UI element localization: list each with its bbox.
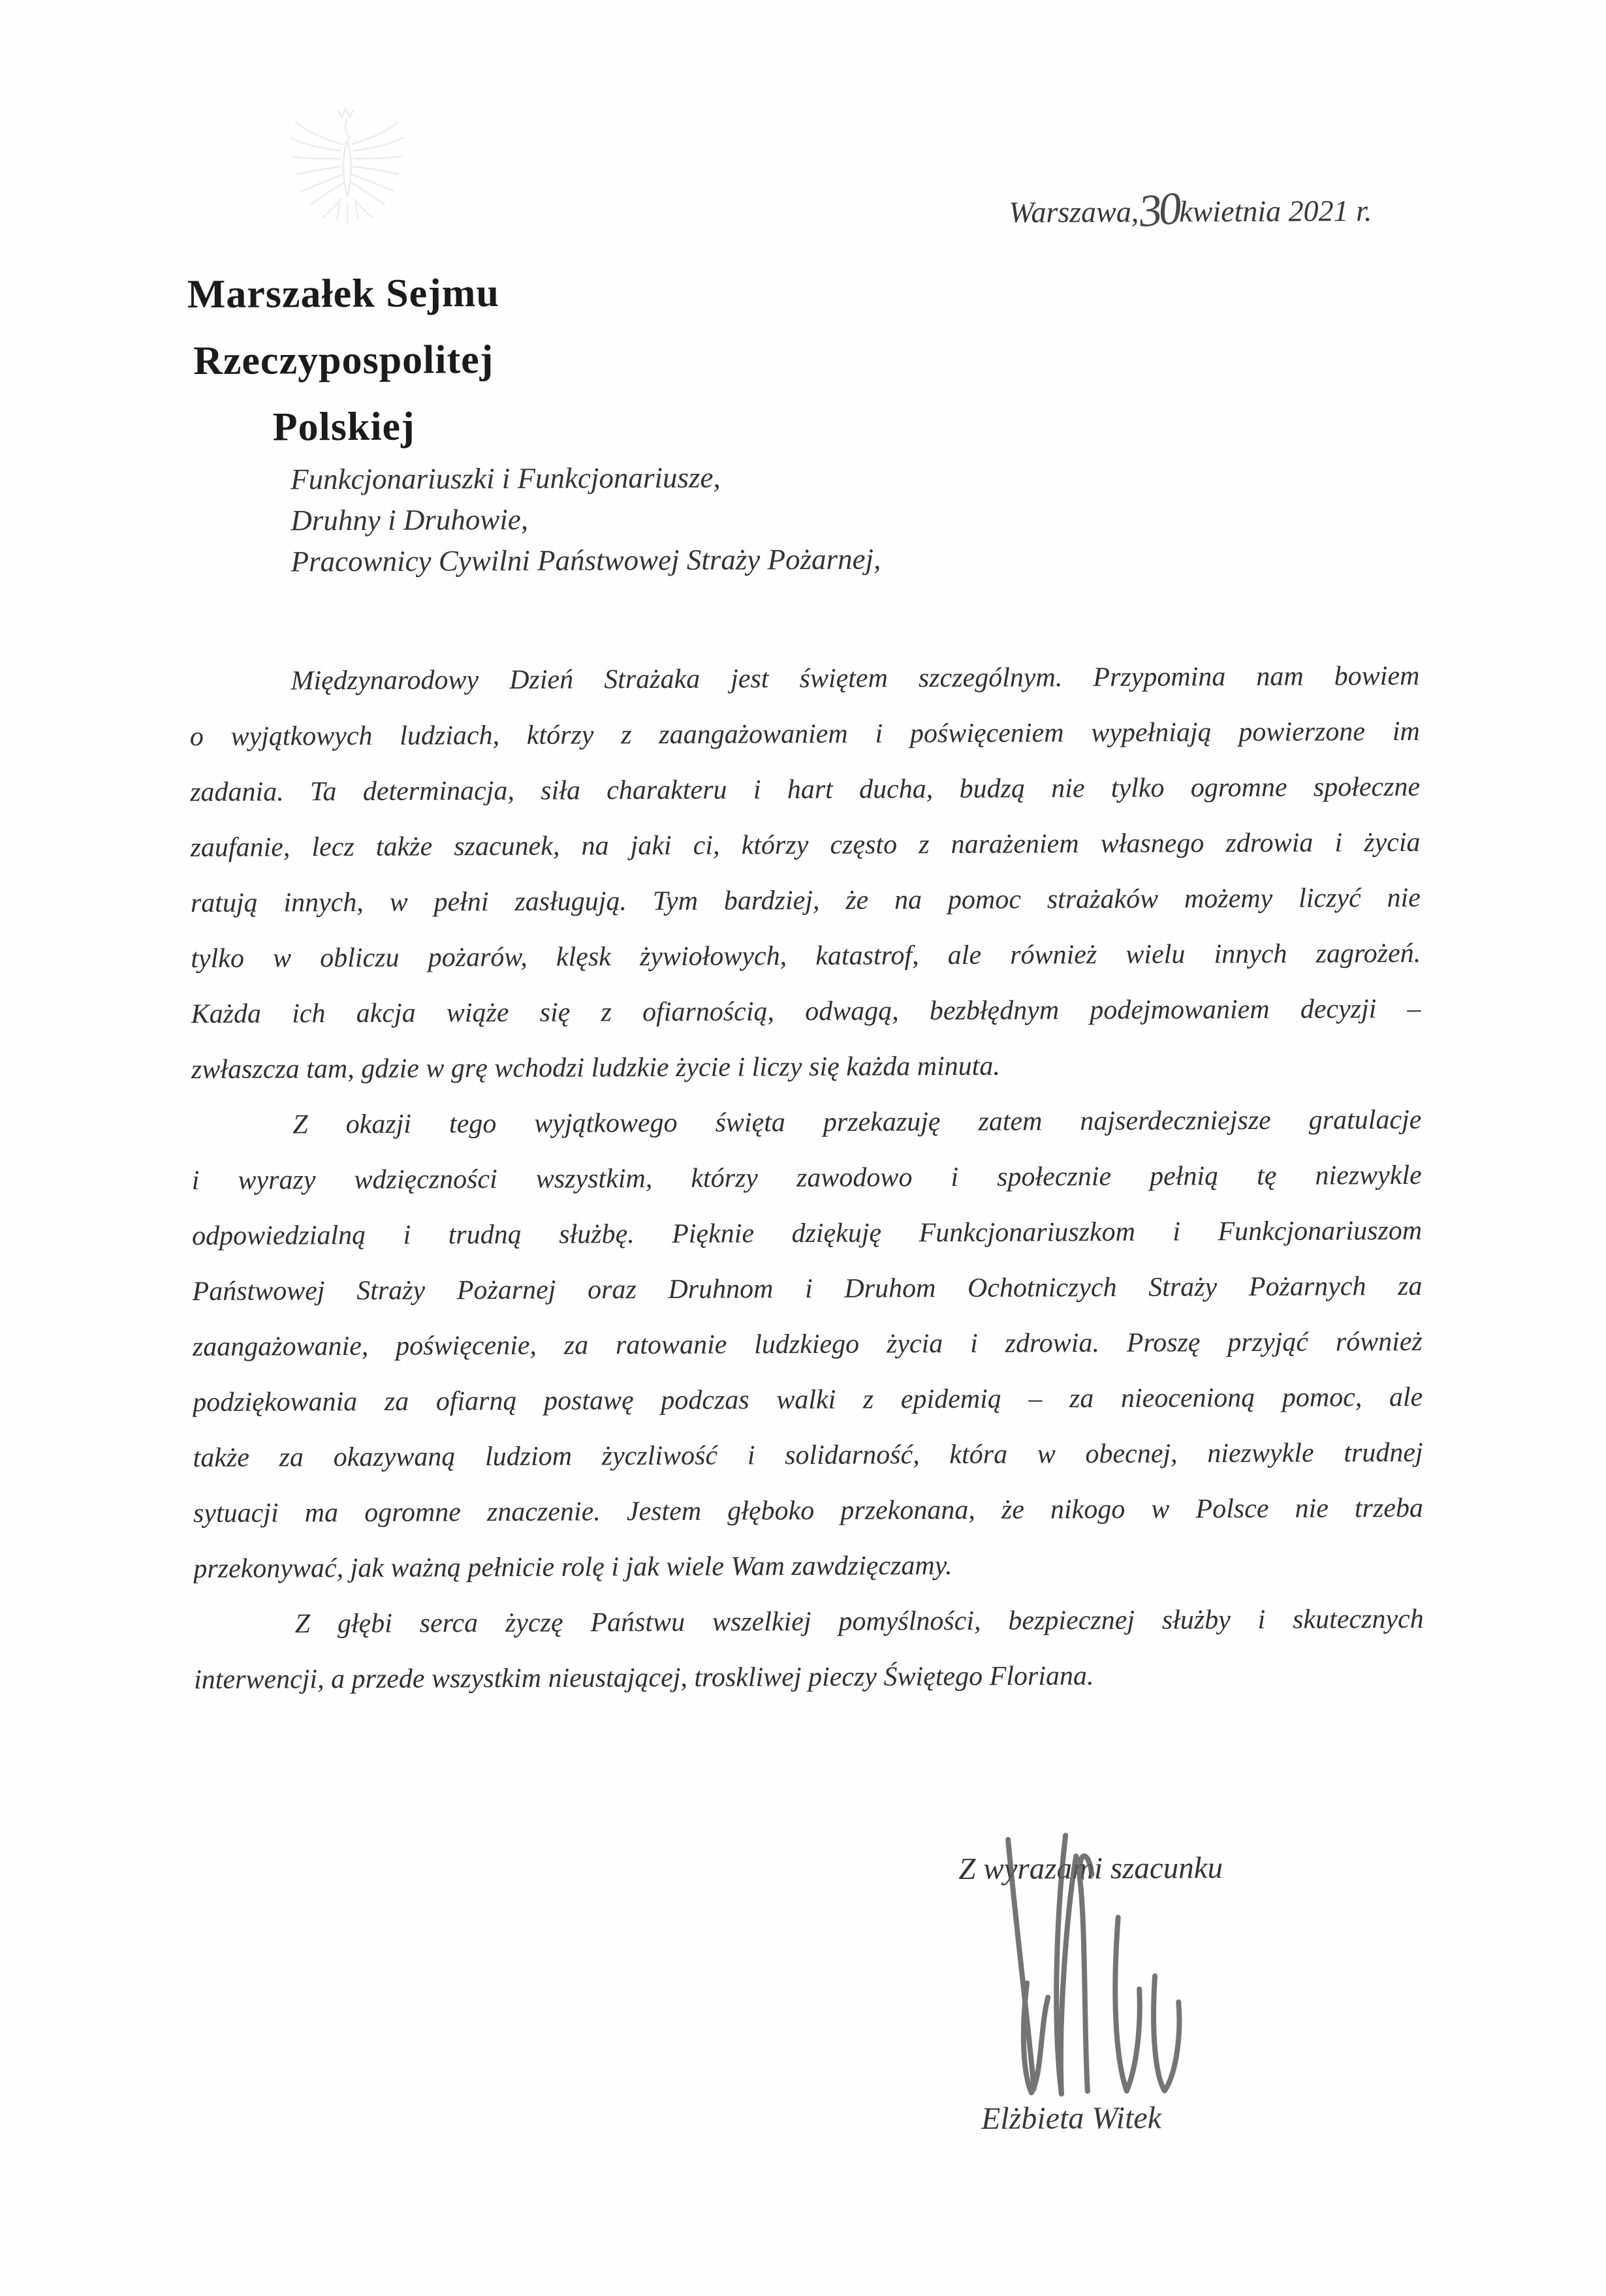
body-line: tylko w obliczu pożarów, klęsk żywiołowych, katastrof, ale również wielu innych zagrożeń. — [191, 938, 1421, 974]
valediction: Z wyrazami szacunku — [958, 1851, 1223, 1886]
salutation-block — [291, 456, 881, 582]
body-line: podziękowania za ofiarną postawę podczas walki z epidemią – za nieocenioną pomoc, ale — [193, 1382, 1423, 1418]
body-line: o wyjątkowych ludziach, którzy z zaangażowaniem i poświęceniem wypełniają powierzone im — [189, 716, 1420, 752]
sender-title: Marszałek Sejmu — [187, 271, 500, 317]
body-line: zwłaszcza tam, gdzie w grę wchodzi ludzkie życie i liczy się każda minuta. — [191, 1051, 1000, 1085]
body-line: Państwowej Straży Pożarnej oraz Druhnom i Druhom Ochotniczych Straży Pożarnych za — [192, 1271, 1423, 1307]
signer-name: Elżbieta Witek — [981, 2100, 1162, 2136]
body-line: Każda ich akcja wiąże się z ofiarnością, odwagą, bezbłędnym podejmowaniem decyzji – — [191, 993, 1421, 1030]
body-line: zaangażowanie, poświęcenie, za ratowanie ludzkiego życia i zdrowia. Proszę przyjąć również — [192, 1326, 1423, 1363]
salutation-line: Pracownicy Cywilni Państwowej Straży Pożarnej, — [291, 542, 881, 578]
body-line: i wyrazy wdzięczności wszystkim, którzy zawodowo i społecznie pełnią tę niezwykle — [191, 1160, 1422, 1196]
body-line: sytuacji ma ogromne znaczenie. Jestem głęboko przekonana, że nikogo w Polsce nie trzeba — [193, 1493, 1424, 1529]
dateline — [1009, 183, 1372, 238]
salutation-line: Druhny i Druhowie, — [291, 503, 529, 537]
body-line: także za okazywaną ludziom życzliwość i solidarność, która w obecnej, niezwykle trudnej — [193, 1437, 1423, 1474]
salutation-line: Funkcjonariuszki i Funkcjonariusze, — [290, 461, 721, 496]
letter-body — [189, 649, 1424, 1708]
date-day-handwritten: 30 — [1137, 183, 1181, 238]
body-line: przekonywać, jak ważną pełnicie rolę i jak wiele Wam zawdzięczamy. — [193, 1551, 953, 1585]
date-month-year: kwietnia 2021 r. — [1179, 194, 1372, 228]
body-line: Międzynarodowy Dzień Strażaka jest świętem szczególnym. Przypomina nam bowiem — [291, 660, 1420, 696]
polish-eagle-watermark-icon — [282, 104, 413, 240]
body-line: odpowiedzialną i trudną służbę. Pięknie dziękuję Funkcjonariuszkom i Funkcjonariuszom — [192, 1215, 1423, 1252]
body-line: Z głębi serca życzę Państwu wszelkiej pomyślności, bezpiecznej służby i skutecznych — [294, 1604, 1424, 1639]
body-line: zadania. Ta determinacja, siła charakteru i hart ducha, budzą nie tylko ogromne społeczne — [190, 771, 1421, 808]
body-line: ratują innych, w pełni zasługują. Tym bardziej, że na pomoc strażaków możemy liczyć nie — [190, 882, 1421, 919]
body-line: interwencji, a przede wszystkim nieustającej, troskliwej pieczy Świętego Floriana. — [193, 1661, 1094, 1696]
sender-institution: Rzeczypospolitej Polskiej — [193, 337, 494, 450]
body-line: zaufanie, lecz także szacunek, na jaki ci, którzy często z narażeniem własnego zdrowia i życia — [190, 827, 1421, 863]
date-city: Warszawa, — [1009, 194, 1139, 229]
handwritten-signature — [988, 1818, 1215, 2105]
body-line: Z okazji tego wyjątkowego święta przekazuję zatem najserdeczniejsze gratulacje — [292, 1104, 1422, 1140]
sender-block — [128, 260, 559, 461]
